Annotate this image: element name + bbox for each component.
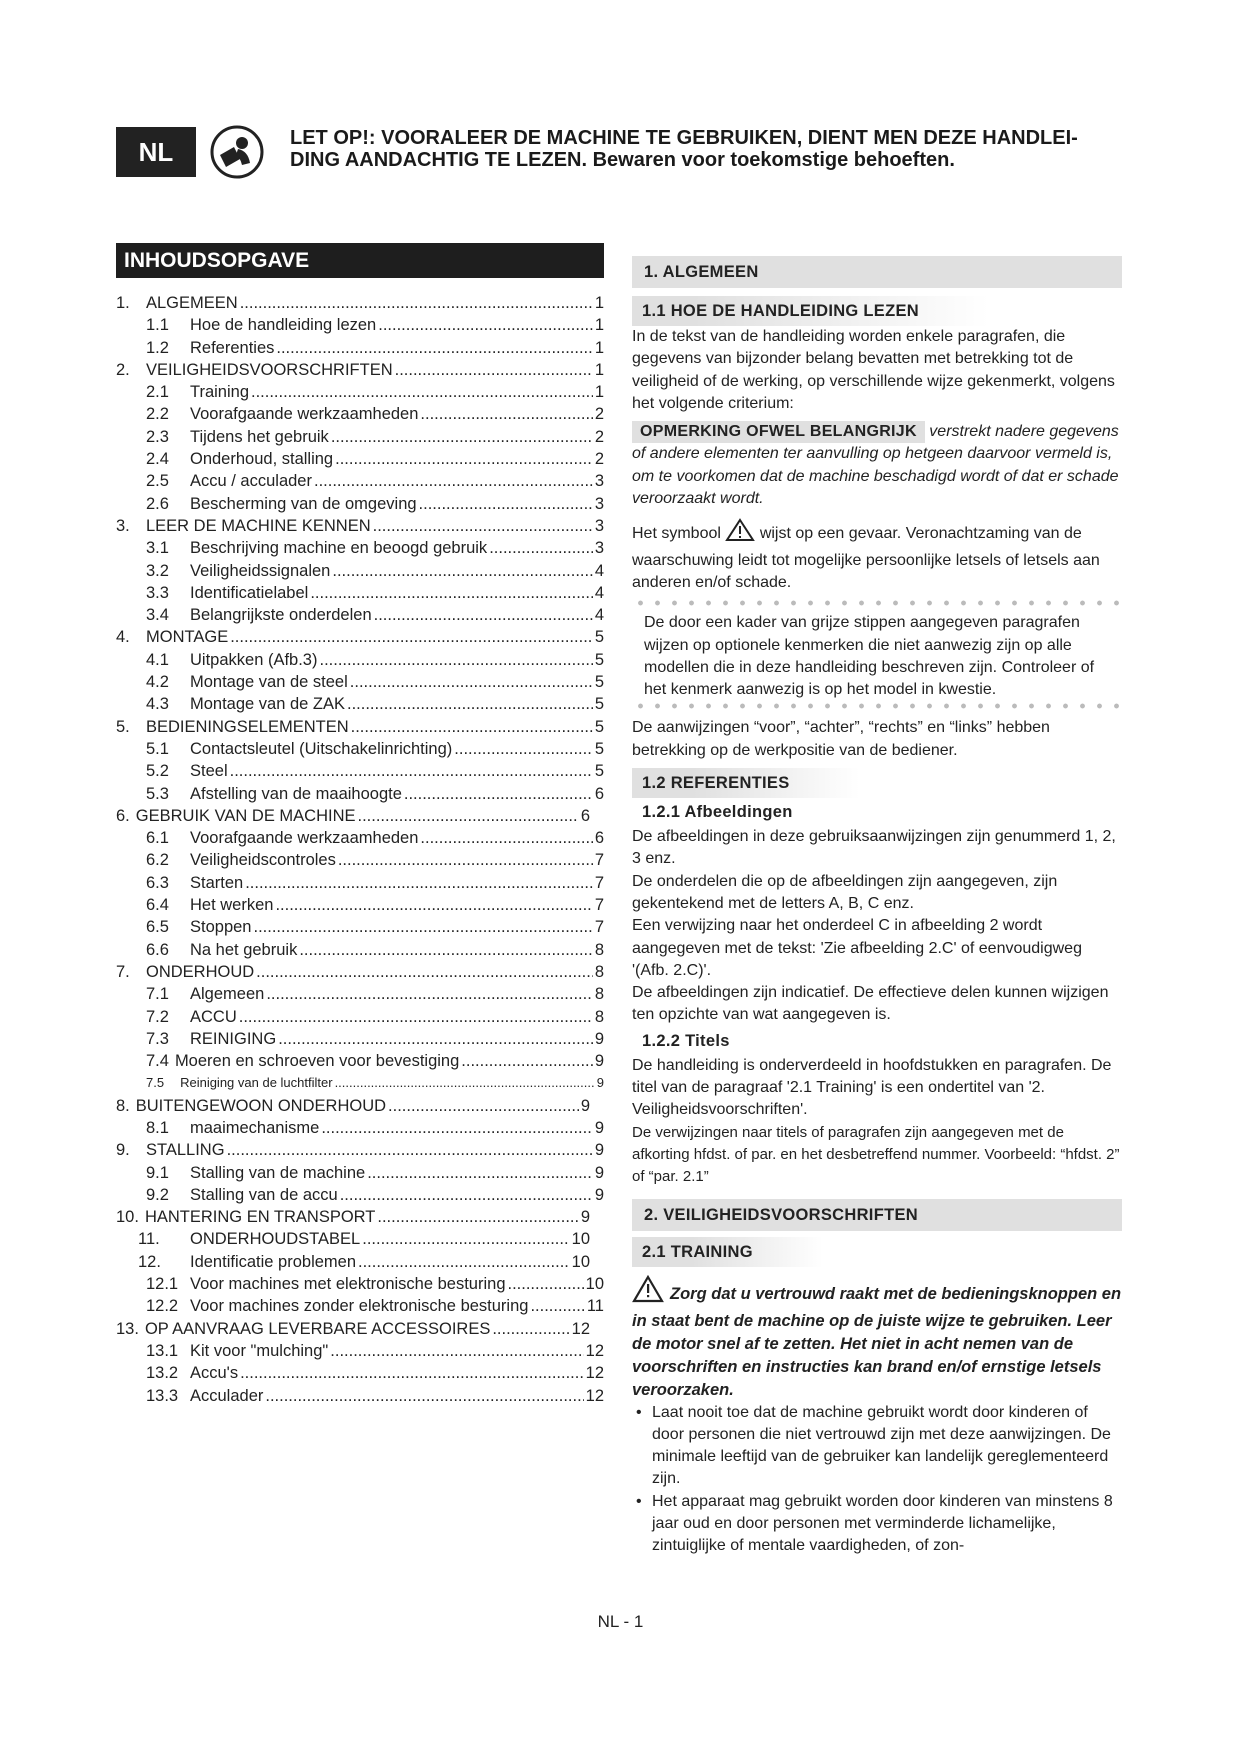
toc-entry-page: 8 bbox=[594, 1007, 604, 1026]
training-warning-text: Zorg dat u vertrouwd raakt met de bedieningsknoppen en in staat bent de machine op de juiste wijze te gebruiken. Leer de motor snel af te zetten. Het niet in acht nemen van de voorschriften en instructies kan brand en/of ernstige letsels veroorzaken. bbox=[632, 1284, 1122, 1399]
toc-entry-page: 1 bbox=[594, 316, 604, 335]
toc-entry-page: 8 bbox=[594, 985, 604, 1004]
toc-entry[interactable] bbox=[116, 805, 604, 827]
toc-entry-page: 5 bbox=[594, 650, 604, 669]
toc-entry[interactable] bbox=[116, 448, 604, 470]
toc-entry-label: Referenties bbox=[190, 338, 275, 357]
toc-leader-dots bbox=[265, 1385, 583, 1407]
toc-leader-dots bbox=[251, 381, 593, 403]
toc-entry-number: 2.4 bbox=[146, 450, 169, 469]
toc-leader-dots bbox=[420, 827, 592, 849]
toc-entry-number: 2.6 bbox=[146, 494, 169, 513]
toc-leader-dots bbox=[373, 515, 593, 537]
toc-entry-label: REINIGING bbox=[190, 1029, 277, 1048]
toc-entry-number: 5.1 bbox=[146, 739, 169, 758]
toc-entry-label: Tijdens het gebruik bbox=[190, 427, 329, 446]
toc-entry[interactable] bbox=[116, 738, 604, 760]
section-1-2-heading: 1.2 REFERENTIES bbox=[632, 768, 860, 798]
toc-entry-number: 3.2 bbox=[146, 561, 169, 580]
toc-entry-label: Voor machines zonder elektronische besturing bbox=[190, 1297, 529, 1316]
toc-entry-page: 9 bbox=[594, 1052, 604, 1071]
paragraph: De onderdelen die op de afbeeldingen zijn aangegeven, zijn gekentekend met de letters A, B, C enz. bbox=[632, 872, 1058, 912]
toc-entry-label: LEER DE MACHINE KENNEN bbox=[146, 516, 371, 535]
toc-entry-label: Montage van de ZAK bbox=[190, 695, 346, 714]
toc-entry-label: ACCU bbox=[190, 1007, 237, 1026]
toc-entry-label: Onderhoud, stalling bbox=[190, 450, 334, 469]
toc-entry[interactable] bbox=[116, 582, 604, 604]
toc-entry-number: 9. bbox=[116, 1141, 130, 1160]
toc-entry-label: GEBRUIK VAN DE MACHINE bbox=[135, 806, 356, 825]
warning-line-1: LET OP!: VOORALEER DE MACHINE TE GEBRUIKEN, DIENT MEN DEZE HANDLEI- bbox=[290, 127, 1078, 149]
toc-title: INHOUDSOPGAVE bbox=[116, 243, 604, 278]
paragraph: De verwijzingen naar titels of paragrafen zijn aangegeven met de afkorting hfdst. of par. en het desbetreffend nummer. Voorbeeld: “hfdst. 2” of “par. 2.1” bbox=[632, 1123, 1120, 1186]
note-label: OPMERKING OFWEL BELANGRIJK bbox=[632, 421, 925, 443]
toc-entry-label: maaimechanisme bbox=[190, 1118, 320, 1137]
list-item bbox=[632, 1491, 1122, 1558]
toc-leader-dots bbox=[299, 939, 592, 961]
toc-entry-page: 1 bbox=[594, 360, 604, 379]
toc-entry-page: 12 bbox=[585, 1341, 604, 1360]
toc-entry-label: Identificatielabel bbox=[190, 583, 309, 602]
toc-entry-number: 3.1 bbox=[146, 539, 169, 558]
toc-entry-page: 9 bbox=[580, 1208, 590, 1227]
toc-entry[interactable] bbox=[116, 894, 604, 916]
bullet-text: Het apparaat mag gebruikt worden door kinderen van minstens 8 jaar oud en door personen met verminderde lichamelijke, zintuiglijke of mentale vaardigheden, of zon- bbox=[652, 1492, 1113, 1555]
toc-leader-dots bbox=[340, 1184, 593, 1206]
toc-entry-page: 5 bbox=[594, 717, 604, 736]
toc-entry-number: 2.3 bbox=[146, 427, 169, 446]
toc-entry-page: 5 bbox=[594, 673, 604, 692]
toc-entry-page: 6 bbox=[594, 829, 604, 848]
bullet-text: Laat nooit toe dat de machine gebruikt wordt door kinderen of door personen die niet vertrouwd zijn met deze aanwijzingen. De minimale leeftijd van de gebruiker kan landelijk gereglementeerd zijn. bbox=[652, 1403, 1111, 1488]
toc-entry-page: 4 bbox=[594, 583, 604, 602]
toc-entry-label: Montage van de steel bbox=[190, 673, 348, 692]
toc-entry-number: 5.2 bbox=[146, 762, 169, 781]
toc-entry-page: 12 bbox=[585, 1386, 604, 1405]
toc-entry-number: 4. bbox=[116, 628, 130, 647]
toc-entry-page: 12 bbox=[585, 1364, 604, 1383]
toc-entry-number: 7.2 bbox=[146, 1007, 169, 1026]
bullet-icon: • bbox=[636, 1403, 642, 1421]
toc-entry[interactable] bbox=[116, 314, 604, 336]
toc-entry[interactable] bbox=[116, 515, 604, 537]
toc-entry-page: 9 bbox=[594, 1185, 604, 1204]
toc-entry[interactable] bbox=[116, 1184, 604, 1206]
toc-entry-label: Belangrijkste onderdelen bbox=[190, 606, 372, 625]
toc-entry-page: 8 bbox=[594, 962, 604, 981]
toc-entry-number: 3. bbox=[116, 516, 130, 535]
toc-entry-page: 5 bbox=[594, 628, 604, 647]
toc-entry-number: 4.2 bbox=[146, 673, 169, 692]
toc-entry[interactable] bbox=[116, 1139, 604, 1161]
table-of-contents bbox=[116, 292, 604, 1407]
section-1-2-1-heading: 1.2.1 Afbeeldingen bbox=[642, 803, 793, 822]
toc-entry-label: Kit voor "mulching" bbox=[190, 1341, 329, 1360]
symbol-paragraph bbox=[632, 518, 1122, 594]
toc-entry[interactable] bbox=[116, 1362, 604, 1384]
toc-leader-dots bbox=[508, 1273, 584, 1295]
optional-feature-text: De door een kader van grijze stippen aangegeven paragrafen wijzen op optionele kenmerken die niet aanwezig zijn op alle modellen die in deze handleiding beschreven zijn. Controleer of het kenmerk aanwezig is op het model in kwestie. bbox=[644, 614, 1095, 699]
toc-entry[interactable] bbox=[116, 760, 604, 782]
toc-entry[interactable] bbox=[116, 1028, 604, 1050]
toc-entry-number: 8. bbox=[116, 1096, 130, 1115]
toc-entry-page: 9 bbox=[594, 1118, 604, 1137]
toc-entry[interactable] bbox=[116, 604, 604, 626]
toc-entry-number: 6.4 bbox=[146, 896, 169, 915]
toc-entry[interactable] bbox=[116, 1206, 604, 1228]
toc-leader-dots bbox=[256, 961, 593, 983]
toc-entry-number: 5.3 bbox=[146, 784, 169, 803]
toc-entry-label: Algemeen bbox=[190, 985, 265, 1004]
paragraph: In de tekst van de handleiding worden enkele paragrafen, die gegevens van bijzonder belang bevatten met betrekking tot de veiligheid of de werking, op verschillende wijze gekenmerkt, volgens het volgende criterium: bbox=[632, 328, 1115, 412]
toc-entry-number: 12. bbox=[138, 1252, 161, 1271]
toc-entry[interactable] bbox=[116, 381, 604, 403]
toc-entry-number: 12.2 bbox=[146, 1297, 179, 1316]
toc-entry-number: 9.1 bbox=[146, 1163, 169, 1182]
toc-entry[interactable] bbox=[116, 849, 604, 871]
toc-entry[interactable] bbox=[116, 560, 604, 582]
toc-entry-page: 2 bbox=[594, 450, 604, 469]
toc-entry-page: 3 bbox=[594, 539, 604, 558]
content-column bbox=[632, 256, 1122, 1558]
dotted-border-top bbox=[632, 600, 1122, 606]
toc-entry-page: 9 bbox=[594, 1029, 604, 1048]
toc-entry-label: Na het gebruik bbox=[190, 940, 298, 959]
language-badge: NL bbox=[116, 127, 196, 177]
toc-entry[interactable] bbox=[116, 939, 604, 961]
toc-leader-dots bbox=[420, 403, 592, 425]
toc-leader-dots bbox=[335, 1072, 595, 1094]
toc-leader-dots bbox=[338, 849, 593, 871]
read-manual-icon bbox=[210, 125, 264, 179]
toc-entry-number: 7.5 bbox=[146, 1075, 165, 1091]
toc-entry-number: 11. bbox=[138, 1230, 160, 1249]
paragraph: De afbeeldingen in deze gebruiksaanwijzingen zijn genummerd 1, 2, 3 enz. bbox=[632, 828, 1116, 868]
toc-leader-dots bbox=[335, 448, 593, 470]
toc-leader-dots bbox=[310, 582, 592, 604]
toc-entry-label: Stoppen bbox=[190, 918, 252, 937]
toc-entry-page: 7 bbox=[594, 851, 604, 870]
warning-triangle-icon bbox=[632, 1275, 670, 1310]
toc-leader-dots bbox=[331, 426, 593, 448]
toc-entry-number: 1.2 bbox=[146, 338, 169, 357]
toc-entry-number: 12.1 bbox=[146, 1275, 179, 1294]
optional-feature-box bbox=[632, 600, 1122, 709]
toc-leader-dots bbox=[245, 872, 593, 894]
toc-leader-dots bbox=[240, 292, 593, 314]
section-1-2-2-heading: 1.2.2 Titels bbox=[642, 1031, 730, 1050]
toc-entry-page: 3 bbox=[594, 516, 604, 535]
toc-leader-dots bbox=[227, 1139, 593, 1161]
toc-entry-number: 6.3 bbox=[146, 873, 169, 892]
toc-leader-dots bbox=[377, 1206, 578, 1228]
toc-leader-dots bbox=[330, 1340, 583, 1362]
toc-entry-label: Het werken bbox=[190, 896, 274, 915]
toc-entry-label: Voorafgaande werkzaamheden bbox=[190, 829, 419, 848]
toc-leader-dots bbox=[275, 894, 592, 916]
toc-entry[interactable] bbox=[116, 537, 604, 559]
toc-entry-label: Steel bbox=[190, 762, 228, 781]
toc-entry[interactable] bbox=[116, 1117, 604, 1139]
toc-entry[interactable] bbox=[116, 983, 604, 1005]
toc-entry-label: Reiniging van de luchtfilter bbox=[180, 1075, 333, 1091]
toc-entry[interactable] bbox=[116, 1162, 604, 1184]
toc-leader-dots bbox=[230, 760, 593, 782]
toc-entry-label: Stalling van de accu bbox=[190, 1185, 338, 1204]
toc-entry[interactable] bbox=[116, 426, 604, 448]
toc-entry-label: Beschrijving machine en beoogd gebruik bbox=[190, 539, 488, 558]
toc-entry-number: 5. bbox=[116, 717, 130, 736]
toc-leader-dots bbox=[461, 1050, 593, 1072]
toc-entry[interactable] bbox=[116, 1251, 604, 1273]
toc-entry-number: 2. bbox=[116, 360, 130, 379]
toc-entry[interactable] bbox=[116, 1273, 604, 1295]
toc-leader-dots bbox=[454, 738, 593, 760]
toc-entry-number: 2.1 bbox=[146, 383, 169, 402]
toc-leader-dots bbox=[240, 1362, 584, 1384]
toc-leader-dots bbox=[367, 1162, 593, 1184]
toc-entry-page: 7 bbox=[594, 918, 604, 937]
toc-entry-label: Contactsleutel (Uitschakelinrichting) bbox=[190, 739, 453, 758]
toc-leader-dots bbox=[276, 337, 592, 359]
toc-entry-label: Identificatie problemen bbox=[190, 1252, 357, 1271]
toc-entry[interactable] bbox=[116, 359, 604, 381]
toc-leader-dots bbox=[314, 470, 593, 492]
toc-entry-label: Voor machines met elektronische besturing bbox=[190, 1275, 506, 1294]
symbol-text-pre: Het symbool bbox=[632, 525, 726, 543]
toc-entry-number: 13.3 bbox=[146, 1386, 179, 1405]
toc-leader-dots bbox=[351, 716, 593, 738]
toc-leader-dots bbox=[239, 1006, 593, 1028]
toc-leader-dots bbox=[358, 1251, 570, 1273]
toc-leader-dots bbox=[358, 805, 579, 827]
toc-entry[interactable] bbox=[116, 1385, 604, 1407]
toc-entry[interactable] bbox=[116, 649, 604, 671]
toc-entry-label: Starten bbox=[190, 873, 244, 892]
toc-leader-dots bbox=[278, 1028, 593, 1050]
toc-entry-label: Accu's bbox=[190, 1364, 239, 1383]
toc-entry-page: 5 bbox=[594, 739, 604, 758]
toc-entry-label: HANTERING EN TRANSPORT bbox=[144, 1208, 376, 1227]
toc-entry-label: ONDERHOUDSTABEL bbox=[190, 1230, 361, 1249]
toc-entry-page: 8 bbox=[594, 940, 604, 959]
note-text: verstrekt nadere gegevens of andere elementen ter aanvulling op hetgeen daarvoor vermeld is, om te voorkomen dat de machine beschadigd wordt of dat er schade veroorzaakt wordt. bbox=[632, 423, 1119, 508]
toc-entry[interactable] bbox=[116, 783, 604, 805]
toc-entry-label: Acculader bbox=[190, 1386, 264, 1405]
toc-entry-label: Training bbox=[190, 383, 249, 402]
toc-entry-page: 4 bbox=[594, 561, 604, 580]
paragraph: De handleiding is onderverdeeld in hoofdstukken en paragrafen. De titel van de paragraaf '2.1 Training' is een ondertitel van '2. Veiligheidsvoorschriften'. bbox=[632, 1056, 1112, 1119]
training-warning bbox=[632, 1275, 1122, 1402]
toc-entry-number: 13. bbox=[116, 1319, 139, 1338]
toc-entry-number: 7.1 bbox=[146, 985, 169, 1004]
toc-entry-number: 7. bbox=[116, 962, 130, 981]
toc-leader-dots bbox=[419, 493, 593, 515]
toc-entry-page: 4 bbox=[594, 606, 604, 625]
toc-leader-dots bbox=[395, 359, 593, 381]
toc-entry[interactable] bbox=[116, 470, 604, 492]
toc-entry[interactable] bbox=[116, 1006, 604, 1028]
toc-leader-dots bbox=[388, 1095, 579, 1117]
toc-leader-dots bbox=[347, 693, 593, 715]
bullet-icon: • bbox=[636, 1492, 642, 1510]
section-2-heading: 2. VEILIGHEIDSVOORSCHRIFTEN bbox=[632, 1199, 1122, 1231]
toc-entry-number: 3.4 bbox=[146, 606, 169, 625]
toc-entry-number: 6.2 bbox=[146, 851, 169, 870]
toc-entry-page: 1 bbox=[594, 338, 604, 357]
toc-entry-number: 4.3 bbox=[146, 695, 169, 714]
toc-entry[interactable] bbox=[116, 916, 604, 938]
toc-entry-number: 2.2 bbox=[146, 405, 169, 424]
toc-entry-label: Bescherming van de omgeving bbox=[190, 494, 417, 513]
toc-entry-label: Afstelling van de maaihoogte bbox=[190, 784, 402, 803]
paragraph: Een verwijzing naar het onderdeel C in afbeelding 2 wordt aangegeven met de tekst: 'Zie afbeelding 2.C' of eenvoudigweg '(Afb. 2.C)'. bbox=[632, 917, 1082, 979]
warning-line-2: DING AANDACHTIG TE LEZEN. Bewaren voor toekomstige behoeften. bbox=[290, 149, 955, 171]
warning-triangle-icon bbox=[725, 518, 755, 549]
toc-leader-dots bbox=[319, 649, 592, 671]
toc-entry-page: 1 bbox=[594, 294, 604, 312]
toc-leader-dots bbox=[378, 314, 593, 336]
toc-entry-page: 3 bbox=[594, 472, 604, 491]
section-1-1-heading: 1.1 HOE DE HANDLEIDING LEZEN bbox=[632, 296, 989, 326]
toc-entry[interactable] bbox=[116, 1340, 604, 1362]
toc-entry-label: BUITENGEWOON ONDERHOUD bbox=[135, 1096, 387, 1115]
toc-entry-page: 2 bbox=[594, 427, 604, 446]
toc-entry-label: Hoe de handleiding lezen bbox=[190, 316, 377, 335]
toc-entry-page: 9 bbox=[594, 1141, 604, 1160]
page-number: NL - 1 bbox=[597, 1612, 644, 1631]
toc-entry-label: Moeren en schroeven voor bevestiging bbox=[174, 1052, 460, 1071]
toc-entry-page: 6 bbox=[580, 806, 590, 825]
toc-entry[interactable] bbox=[116, 693, 604, 715]
toc-entry[interactable] bbox=[116, 1228, 604, 1250]
toc-entry-number: 2.5 bbox=[146, 472, 169, 491]
toc-entry-number: 1.1 bbox=[146, 316, 169, 335]
toc-entry-label: Veiligheidscontroles bbox=[190, 851, 336, 870]
dotted-border-bottom bbox=[632, 703, 1122, 709]
toc-entry-label: OP AANVRAAG LEVERBARE ACCESSOIRES bbox=[144, 1319, 491, 1338]
toc-leader-dots bbox=[362, 1228, 569, 1250]
paragraph: De afbeeldingen zijn indicatief. De effectieve delen kunnen wijzigen ten opzichte van wat aangegeven is. bbox=[632, 984, 1109, 1024]
toc-entry-page: 9 bbox=[580, 1096, 590, 1115]
toc-entry-page: 5 bbox=[594, 695, 604, 714]
toc-entry-label: Voorafgaande werkzaamheden bbox=[190, 405, 419, 424]
toc-entry-page: 5 bbox=[594, 762, 604, 781]
toc-entry-label: Veiligheidssignalen bbox=[190, 561, 331, 580]
toc-entry-page: 12 bbox=[571, 1319, 590, 1338]
warning-header bbox=[290, 127, 1110, 171]
toc-entry-page: 10 bbox=[585, 1275, 604, 1294]
toc-entry[interactable] bbox=[116, 1072, 604, 1094]
toc-entry-number: 4.1 bbox=[146, 650, 169, 669]
toc-entry[interactable] bbox=[116, 292, 604, 314]
toc-entry-page: 7 bbox=[594, 873, 604, 892]
toc-entry[interactable] bbox=[116, 403, 604, 425]
toc-entry-label: MONTAGE bbox=[146, 628, 229, 647]
toc-entry[interactable] bbox=[116, 1318, 604, 1340]
toc-entry-page: 11 bbox=[586, 1297, 604, 1316]
list-item bbox=[632, 1402, 1122, 1491]
directions-paragraph: De aanwijzingen “voor”, “achter”, “rechts” en “links” hebben betrekking op de werkpositie van de bediener. bbox=[632, 719, 1050, 759]
toc-entry-page: 10 bbox=[571, 1230, 590, 1249]
toc-entry-number: 10. bbox=[116, 1208, 139, 1227]
toc-entry-number: 6.1 bbox=[146, 829, 169, 848]
toc-entry-number: 7.3 bbox=[146, 1029, 169, 1048]
toc-entry-page: 6 bbox=[594, 784, 604, 803]
toc-entry-page: 2 bbox=[594, 405, 604, 424]
toc-entry-label: ALGEMEEN bbox=[146, 294, 238, 312]
toc-entry-label: Accu / acculader bbox=[190, 472, 312, 491]
toc-leader-dots bbox=[489, 537, 593, 559]
toc-entry[interactable] bbox=[116, 827, 604, 849]
toc-entry[interactable] bbox=[116, 872, 604, 894]
toc-leader-dots bbox=[530, 1295, 584, 1317]
toc-entry-page: 10 bbox=[571, 1252, 590, 1271]
toc-entry-label: ONDERHOUD bbox=[146, 962, 255, 981]
toc-entry[interactable] bbox=[116, 626, 604, 648]
toc-entry-number: 9.2 bbox=[146, 1185, 169, 1204]
toc-entry-page: 3 bbox=[594, 494, 604, 513]
toc-entry[interactable] bbox=[116, 493, 604, 515]
toc-leader-dots bbox=[404, 783, 593, 805]
toc-entry-number: 13.1 bbox=[146, 1341, 179, 1360]
toc-entry[interactable] bbox=[116, 671, 604, 693]
toc-entry-number: 6.6 bbox=[146, 940, 169, 959]
toc-leader-dots bbox=[321, 1117, 593, 1139]
toc-leader-dots bbox=[253, 916, 592, 938]
toc-entry[interactable] bbox=[116, 716, 604, 738]
toc-entry-number: 6. bbox=[116, 806, 130, 825]
toc-entry[interactable] bbox=[116, 1095, 604, 1117]
toc-leader-dots bbox=[492, 1318, 569, 1340]
toc-entry-label: Stalling van de machine bbox=[190, 1163, 366, 1182]
toc-entry-number: 1. bbox=[116, 294, 130, 312]
toc-entry[interactable] bbox=[116, 1050, 604, 1072]
toc-entry-page: 7 bbox=[594, 896, 604, 915]
toc-leader-dots bbox=[332, 560, 592, 582]
toc-entry-label: BEDIENINGSELEMENTEN bbox=[146, 717, 349, 736]
toc-entry-number: 8.1 bbox=[146, 1118, 169, 1137]
toc-entry-label: Uitpakken (Afb.3) bbox=[190, 650, 318, 669]
toc-leader-dots bbox=[230, 626, 593, 648]
toc-entry-number: 7.4 bbox=[146, 1052, 169, 1071]
section-1-heading: 1. ALGEMEEN bbox=[632, 256, 1122, 288]
toc-entry[interactable] bbox=[116, 337, 604, 359]
toc-entry-page: 1 bbox=[594, 383, 604, 402]
toc-entry-page: 9 bbox=[594, 1163, 604, 1182]
toc-entry[interactable] bbox=[116, 1295, 604, 1317]
toc-entry-number: 3.3 bbox=[146, 583, 169, 602]
toc-entry-number: 13.2 bbox=[146, 1364, 179, 1383]
toc-entry-label: STALLING bbox=[146, 1141, 225, 1160]
toc-leader-dots bbox=[350, 671, 593, 693]
section-2-1-heading: 2.1 TRAINING bbox=[632, 1237, 823, 1267]
toc-leader-dots bbox=[266, 983, 593, 1005]
symbol-text-post: wijst op een gevaar. Veronachtzaming van de waarschuwing leidt tot mogelijke persoonlijke letsels of letsels aan anderen en/of schade. bbox=[632, 525, 1100, 591]
toc-entry-label: VEILIGHEIDSVOORSCHRIFTEN bbox=[146, 360, 393, 379]
toc-entry-number: 6.5 bbox=[146, 918, 169, 937]
note-paragraph bbox=[632, 421, 1122, 510]
toc-entry-page: 9 bbox=[596, 1075, 604, 1091]
toc-entry[interactable] bbox=[116, 961, 604, 983]
toc-leader-dots bbox=[374, 604, 593, 626]
